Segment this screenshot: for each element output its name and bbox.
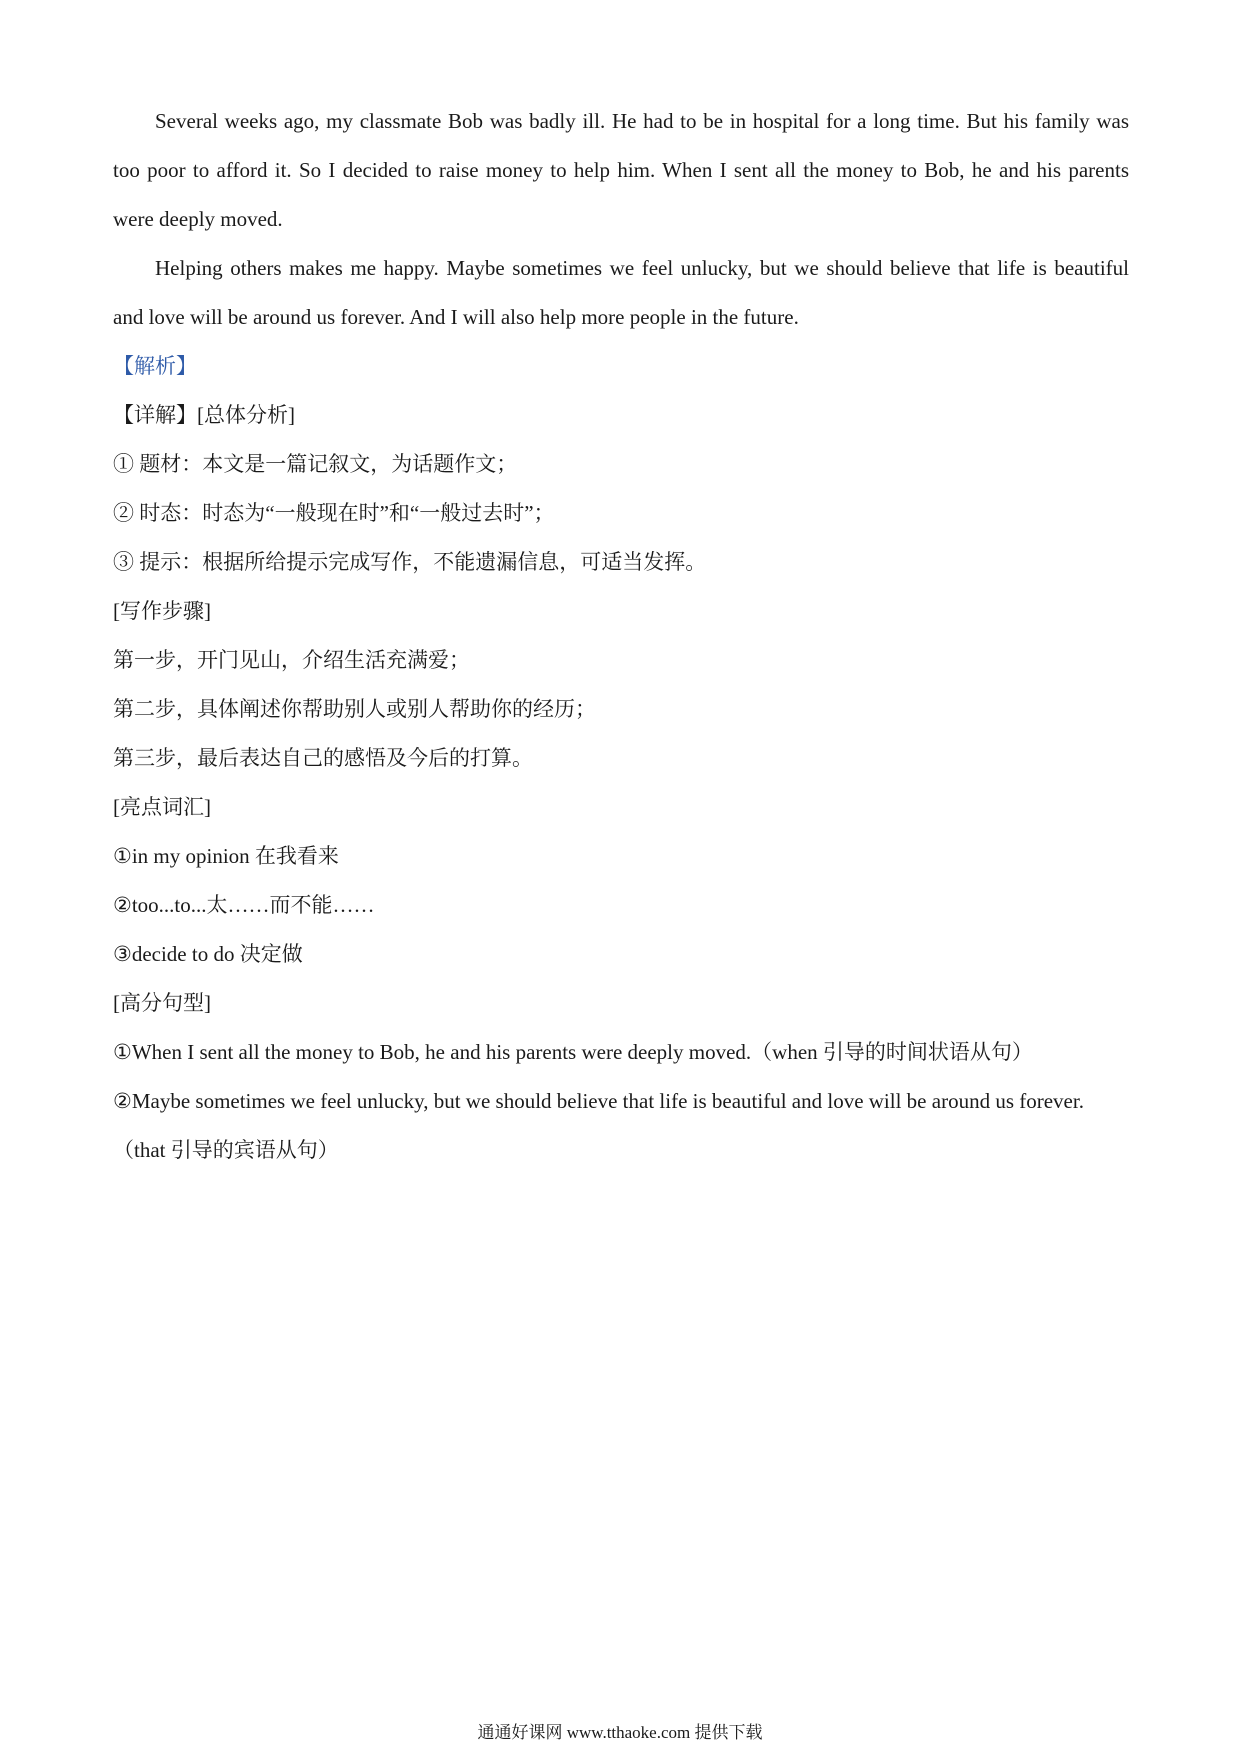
steps-heading: [写作步骤] <box>113 599 211 623</box>
essay-paragraph-2-line-2: and love will be around us forever. And I will also help more people in the future. <box>113 305 799 329</box>
detail-heading: 【详解】[总体分析] <box>113 403 295 427</box>
sentence-2-line-2: （that 引导的宾语从句） <box>113 1138 339 1162</box>
step-2: 第二步，具体阐述你帮助别人或别人帮助你的经历； <box>113 697 596 721</box>
step-1: 第一步，开门见山，介绍生活充满爱； <box>113 648 470 672</box>
analysis-heading: 【解析】 <box>113 354 197 378</box>
essay-paragraph-1-line-3: were deeply moved. <box>113 207 283 231</box>
overall-item-1: ① 题材：本文是一篇记叙文，为话题作文； <box>113 452 518 476</box>
overall-item-3: ③ 提示：根据所给提示完成写作，不能遗漏信息，可适当发挥。 <box>113 550 707 574</box>
vocab-item-1: ①in my opinion 在我看来 <box>113 844 339 868</box>
vocab-item-2: ②too...to...太……而不能…… <box>113 893 375 917</box>
sentence-1: ①When I sent all the money to Bob, he and his parents were deeply moved.（when 引导的时间状语从句） <box>113 1040 1033 1064</box>
essay-paragraph-1-line-2: too poor to afford it. So I decided to raise money to help him. When I sent all the money to Bob, he and his parents <box>113 158 1129 182</box>
overall-item-2: ② 时态：时态为“一般现在时”和“一般过去时”； <box>113 501 555 525</box>
document-body <box>113 97 1129 1175</box>
vocab-item-3: ③decide to do 决定做 <box>113 942 303 966</box>
step-3: 第三步，最后表达自己的感悟及今后的打算。 <box>113 746 533 770</box>
essay-paragraph-2-line-1: Helping others makes me happy. Maybe sometimes we feel unlucky, but we should believe that life is beautiful <box>155 256 1129 280</box>
page-footer: 通通好课网 www.tthaoke.com 提供下载 <box>477 1723 763 1742</box>
sentences-heading: [高分句型] <box>113 991 211 1015</box>
vocab-heading: [亮点词汇] <box>113 795 211 819</box>
essay-paragraph-1-line-1: Several weeks ago, my classmate Bob was badly ill. He had to be in hospital for a long time. But his family was <box>155 109 1129 133</box>
sentence-2-line-1: ②Maybe sometimes we feel unlucky, but we should believe that life is beautiful and love will be around us forever. <box>113 1089 1084 1113</box>
